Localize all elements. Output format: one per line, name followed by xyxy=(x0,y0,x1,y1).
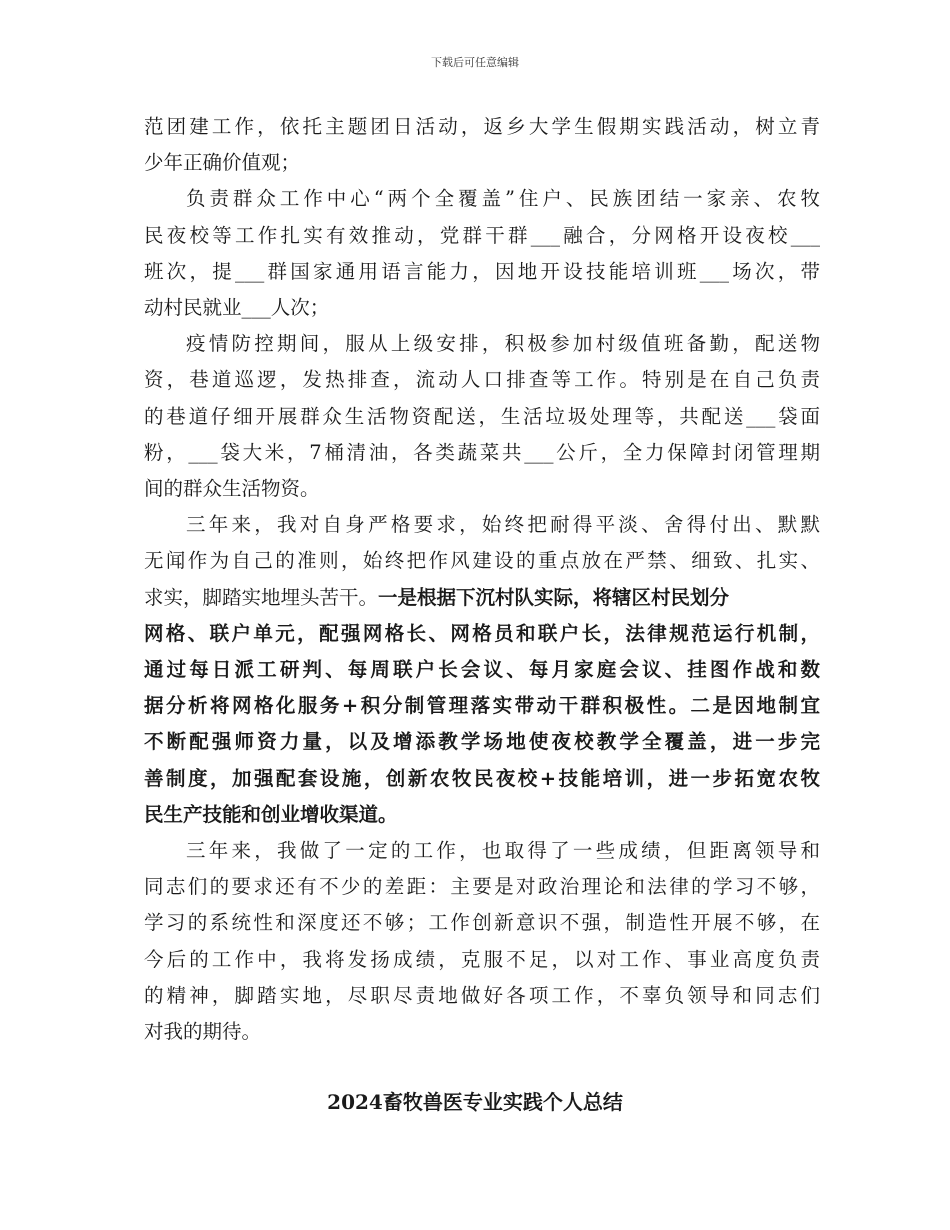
bold-text-segment: 一是根据下沉村队实际，将辖区村民划分 xyxy=(378,585,730,609)
text-line: 资，巷道巡逻，发热排查，流动人口排查等工作。特别是在自己负责 xyxy=(144,368,820,392)
page-header-note: 下载后可任意编辑 xyxy=(431,56,519,69)
text-line: 今后的工作中，我将发扬成绩，克服不足，以对工作、事业高度负责 xyxy=(144,947,820,971)
text-line: 范团建工作，依托主题团日活动，返乡大学生假期实践活动，树立青 xyxy=(144,115,820,138)
text-line: 民生产技能和创业增收渠道。 xyxy=(144,802,398,826)
text-segment: 求实，脚踏实地埋头苦干。 xyxy=(144,585,379,609)
text-line: 不断配强师资力量，以及增添教学场地使夜校教学全覆盖，进一步完 xyxy=(144,730,820,754)
text-line: 通过每日派工研判、每周联户长会议、每月家庭会议、挂图作战和数 xyxy=(144,658,820,681)
text-line: 动村民就业___人次； xyxy=(144,296,330,319)
text-line: 同志们的要求还有不少的差距：主要是对政治理论和法律的学习不够， xyxy=(144,875,820,899)
text-line: 学习的系统性和深度还不够；工作创新意识不强，制造性开展不够，在 xyxy=(144,911,820,935)
section-title: 2024畜牧兽医专业实践个人总结 xyxy=(327,1090,623,1114)
text-line: 据分析将网格化服务+积分制管理落实带动干群积极性。二是因地制宜 xyxy=(144,694,820,718)
text-line: 无闻作为自己的准则，始终把作风建设的重点放在严禁、细致、扎实、 xyxy=(144,549,820,573)
text-line: 三年来，我对自身严格要求，始终把耐得平淡、舍得付出、默默 xyxy=(186,513,820,537)
text-line: 对我的期待。 xyxy=(144,1020,262,1043)
text-line: 疫情防控期间，服从上级安排，积极参加村级值班备勤，配送物 xyxy=(186,332,820,356)
text-line xyxy=(144,580,729,616)
text-line: 民夜校等工作扎实有效推动，党群干群___融合，分网格开设夜校___ xyxy=(144,223,820,247)
text-line: 网格、联户单元，配强网格长、网格员和联户长，法律规范运行机制， xyxy=(144,621,820,645)
text-line: 负责群众工作中心“两个全覆盖”住户、民族团结一家亲、农牧 xyxy=(186,187,820,211)
text-line: 少年正确价值观； xyxy=(144,151,301,175)
text-line: 班次，提___群国家通用语言能力，因地开设技能培训班___场次，带 xyxy=(144,259,820,283)
text-line: 的巷道仔细开展群众生活物资配送，生活垃圾处理等，共配送___袋面 xyxy=(144,404,820,428)
text-line: 间的群众生活物资。 xyxy=(144,477,320,500)
text-line: 的精神，脚踏实地，尽职尽责地做好各项工作，不辜负领导和同志们 xyxy=(144,983,820,1007)
text-line: 三年来，我做了一定的工作，也取得了一些成绩，但距离领导和 xyxy=(186,839,820,862)
text-line: 粉，___袋大米，7桶清油，各类蔬菜共___公斤，全力保障封闭管理期 xyxy=(144,440,820,464)
text-line: 善制度，加强配套设施，创新农牧民夜校+技能培训，进一步拓宽农牧 xyxy=(144,766,820,790)
